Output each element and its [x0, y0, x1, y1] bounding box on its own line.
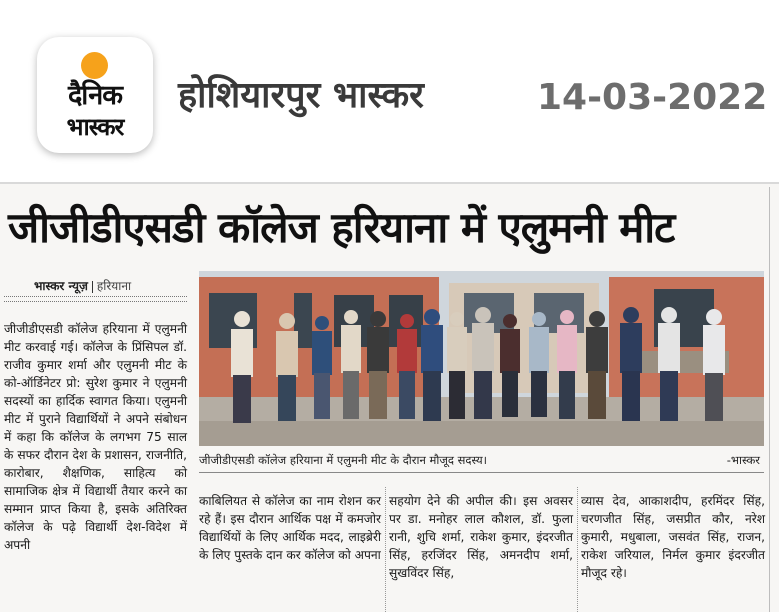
article-byline: [34, 277, 131, 294]
column-separator: [577, 487, 578, 612]
byline-separator: [92, 281, 93, 293]
article-column-4: व्यास देव, आकाशदीप, हरमिंदर सिंह, चरणजीत सिंह, जसप्रीत कौर, नरेश कुमारी, मधुबाला, जसवंत सिंह, राजन, राकेश जरियाल, निर्मल कुमार इंदरजीत मौजूद रहे।: [581, 494, 765, 580]
group-photo-image: [199, 271, 764, 446]
photo-caption: [199, 452, 764, 468]
byline-dotted-rule-2: [4, 301, 187, 302]
edition-date: 14-03-2022: [537, 77, 768, 118]
photo-credit: -भास्कर: [726, 453, 760, 467]
epaper-header: [0, 0, 779, 180]
caption-rule: [199, 472, 764, 473]
column-separator: [385, 487, 386, 612]
article-column-2: काबिलियत से कॉलेज का नाम रोशन कर रहे हैं। इस दौरान आर्थिक पक्ष में कमजोर विद्यार्थियों के लिए आर्थिक मदद, लाइब्रेरी के लिए पुस्तके दान कर कॉलेज को अपना: [199, 494, 381, 562]
dainik-bhaskar-logo[interactable]: [37, 37, 153, 153]
logo-text-line2: भास्कर: [66, 113, 124, 141]
clipping-top-rule: [0, 182, 779, 184]
logo-sun-icon: [81, 52, 108, 79]
photo-caption-text: जीजीडीएसडी कॉलेज हरियाना में एलुमनी मीट के दौरान मौजूद सदस्य।: [199, 453, 488, 467]
byline-dotted-rule: [4, 296, 187, 297]
logo-text-line1: दैनिक: [67, 80, 123, 111]
group-photo[interactable]: [199, 271, 764, 446]
byline-place: हरियाना: [96, 279, 132, 293]
edition-title: होशियारपुर भास्कर: [178, 75, 424, 116]
news-clipping: [0, 182, 779, 612]
article-headline: जीजीडीएसडी कॉलेज हरियाना में एलुमनी मीट: [8, 203, 675, 252]
article-column-1: जीजीडीएसडी कॉलेज हरियाना में एलुमनी मीट करवाई गई। कॉलेज के प्रिंसिपल डॉ. राजीव कुमार शर्मा और एलुमनी मीट के को-ऑर्डिनेटर प्रो: सुरेश कुमार ने एलुमनी सदस्यों का हार्दिक स्वागत किया। एलुमनी मीट में पुराने विद्यार्थियों ने अपने संबोधन में कहा कि कॉलेज के लगभग 75 साल के सफर दौरान देश के प्रशासन, राजनीति, कारोबार, शैक्षणिक, साहित्य को सामाजिक क्षेत्र में विद्यार्थी तैयार करने का सम्मान प्राप्त किया है, इसके अतिरिक्त कॉलेज के पढ़े विद्यार्थी देश-विदेश में अपनी: [4, 322, 187, 552]
article-column-3: सहयोग देने की अपील की। इस अवसर पर डा. मनोहर लाल कौशल, डॉ. फुला रानी, शुचि शर्मा, राकेश कुमार, इंदरजीत सिंह, हरजिंदर सिंह, अमनदीप शर्मा, सुखविंदर सिंह,: [389, 494, 573, 580]
byline-source: भास्कर न्यूज़: [34, 279, 88, 293]
